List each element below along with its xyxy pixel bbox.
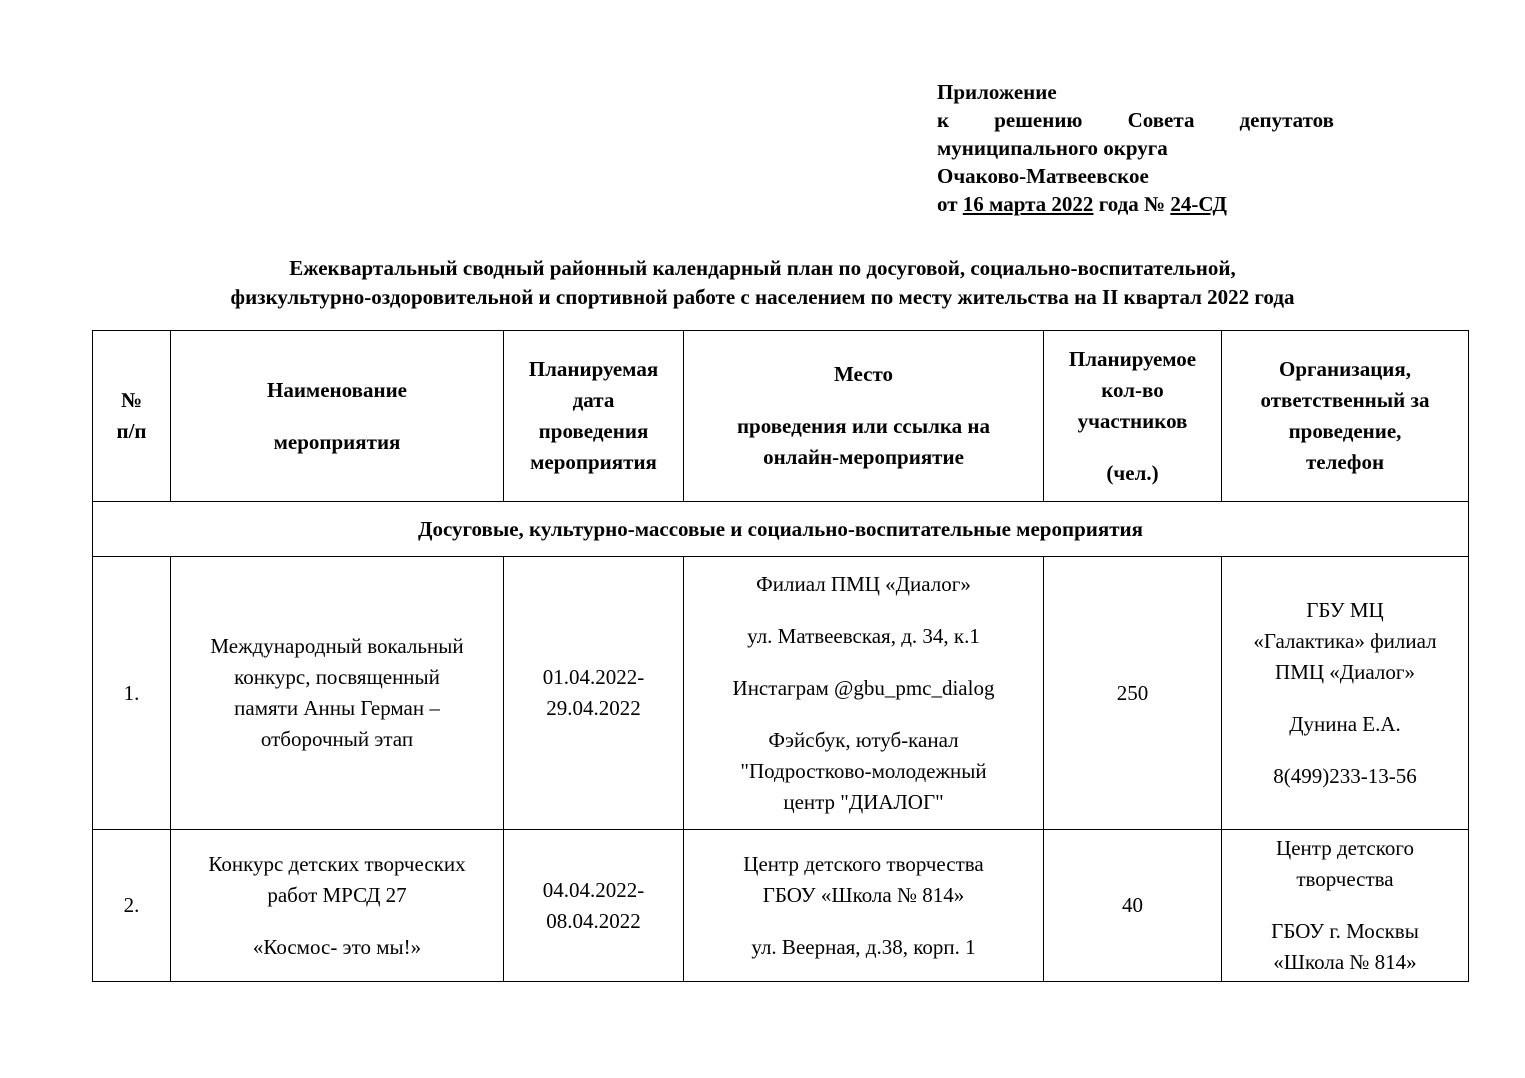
header-text: мероприятия	[273, 429, 401, 454]
cell-name	[171, 830, 504, 982]
decision-date: 16 марта 2022	[962, 192, 1094, 216]
header-text: онлайн-мероприятие	[763, 445, 964, 469]
appendix-line-1: Приложение	[937, 80, 1057, 104]
header-text: кол-во	[1101, 377, 1164, 402]
appendix-line-4: Очаково-Матвеевское	[937, 164, 1149, 188]
cell-count: 40	[1044, 830, 1222, 982]
appendix-word: Совета	[1127, 108, 1195, 132]
header-place	[684, 331, 1044, 502]
section-title: Досуговые, культурно-массовые и социально-воспитательные мероприятия	[93, 502, 1469, 557]
cell-line: творчества	[1296, 867, 1394, 891]
cell-line: ул. Матвеевская, д. 34, к.1	[747, 623, 980, 648]
cell-date	[504, 557, 684, 830]
cell-line: памяти Анны Герман –	[234, 696, 440, 720]
header-num	[93, 331, 171, 502]
header-date	[504, 331, 684, 502]
header-text: проведения или ссылка на	[736, 414, 991, 438]
cell-line: Инстаграм @gbu_pmc_dialog	[732, 675, 995, 700]
table-row	[93, 557, 1469, 830]
header-text: проведения	[538, 419, 649, 443]
date-mid: года №	[1098, 192, 1166, 216]
table-header-row	[93, 331, 1469, 502]
events-table	[92, 330, 1469, 982]
cell-place	[684, 830, 1044, 982]
cell-org	[1222, 830, 1469, 982]
appendix-word: к	[937, 108, 950, 132]
cell-num: 1.	[93, 557, 171, 830]
cell-line: работ МРСД 27	[267, 882, 407, 907]
cell-name	[171, 557, 504, 830]
cell-line: ГБОУ «Школа № 814»	[762, 882, 965, 907]
section-row	[93, 502, 1469, 557]
appendix-word: депутатов	[1239, 108, 1334, 132]
cell-line: отборочный этап	[260, 727, 414, 751]
cell-line: ул. Веерная, д.38, корп. 1	[751, 934, 976, 959]
appendix-line-3: муниципального округа	[937, 136, 1168, 160]
appendix-line-2	[937, 106, 1334, 134]
cell-line: 04.04.2022-	[542, 877, 645, 902]
cell-line: "Подростково-молодежный	[740, 758, 987, 783]
header-text: телефон	[1305, 450, 1385, 474]
cell-line: 08.04.2022	[546, 908, 641, 933]
cell-count: 250	[1044, 557, 1222, 830]
cell-line: ПМЦ «Диалог»	[1275, 659, 1415, 684]
cell-line: Дунина Е.А.	[1289, 711, 1401, 736]
title-line-2: физкультурно-оздоровительной и спортивной работе с населением по месту жительства на II квартал 2022 года	[230, 285, 1295, 309]
cell-line: 29.04.2022	[546, 696, 641, 720]
cell-line: Фэйсбук, ютуб-канал	[768, 727, 959, 752]
header-text: проведение,	[1288, 419, 1402, 443]
cell-num: 2.	[93, 830, 171, 982]
appendix-block	[937, 78, 1334, 218]
header-text: №	[120, 388, 143, 412]
cell-line: конкурс, посвященный	[234, 665, 440, 689]
cell-line: «Школа № 814»	[1273, 950, 1417, 974]
decision-number: 24-СД	[1170, 192, 1227, 216]
header-text: мероприятия	[530, 450, 657, 474]
header-text: Планируемое	[1068, 346, 1197, 371]
header-org	[1222, 331, 1469, 502]
cell-line: ГБУ МЦ	[1306, 597, 1384, 622]
cell-line: Центр детского творчества	[743, 851, 984, 876]
appendix-word: решению	[994, 108, 1083, 132]
document-title	[60, 254, 1465, 312]
date-prefix: от	[937, 192, 958, 216]
cell-place	[684, 557, 1044, 830]
header-text: Наименование	[267, 377, 407, 402]
header-text: Организация,	[1279, 357, 1411, 381]
cell-line: Филиал ПМЦ «Диалог»	[756, 571, 971, 596]
cell-line: 01.04.2022-	[542, 665, 645, 689]
cell-line: центр "ДИАЛОГ"	[783, 789, 944, 814]
cell-line: «Галактика» филиал	[1253, 628, 1437, 653]
header-text: п/п	[116, 419, 147, 443]
header-name	[171, 331, 504, 502]
cell-line: 8(499)233-13-56	[1273, 763, 1417, 788]
cell-line: Международный вокальный	[210, 634, 464, 658]
cell-line: Конкурс детских творческих	[208, 851, 466, 876]
appendix-date-line	[937, 190, 1334, 218]
cell-line: «Космос- это мы!»	[252, 934, 422, 959]
cell-org	[1222, 557, 1469, 830]
cell-line: ГБОУ г. Москвы	[1271, 919, 1419, 943]
header-text: участников	[1077, 408, 1188, 433]
header-text: Планируемая	[528, 357, 659, 381]
title-line-1: Ежеквартальный сводный районный календарный план по досуговой, социально-воспитательной,	[289, 256, 1236, 280]
header-text: (чел.)	[1106, 460, 1159, 485]
header-count	[1044, 331, 1222, 502]
header-text: ответственный за	[1260, 388, 1430, 412]
header-text: дата	[572, 388, 615, 412]
header-text: Место	[834, 362, 893, 386]
cell-date	[504, 830, 684, 982]
cell-line: Центр детского	[1276, 836, 1414, 860]
table-row	[93, 830, 1469, 982]
